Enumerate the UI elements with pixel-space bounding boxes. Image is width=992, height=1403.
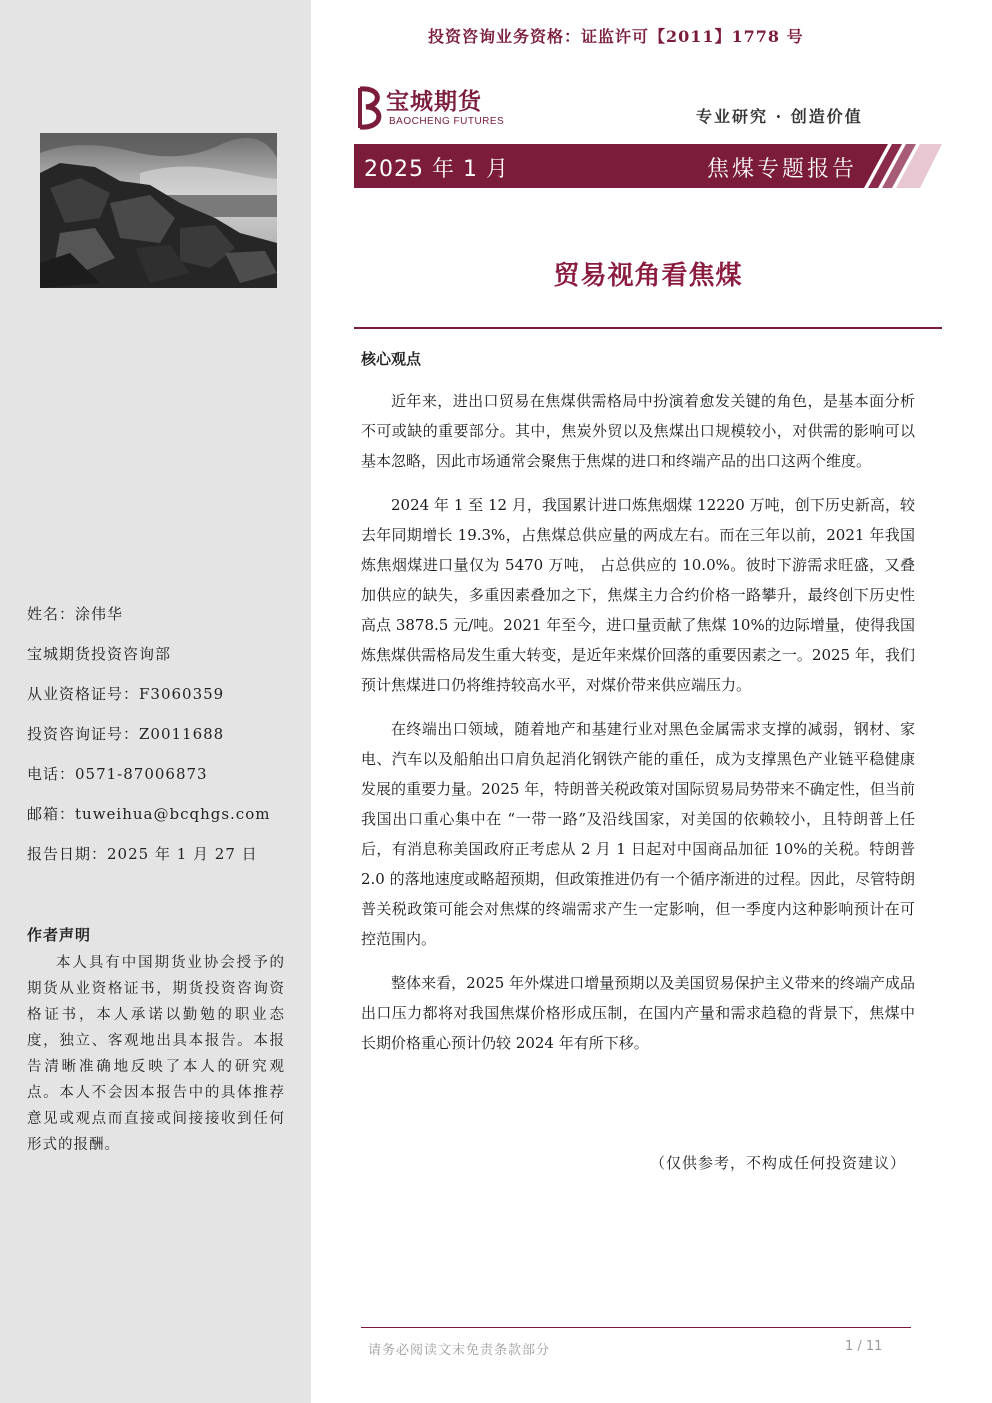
statement-title: 作者声明: [27, 926, 92, 944]
author-phone: 电话：0571-87006873: [27, 765, 208, 783]
author-email: 邮箱：tuweihua@bcqhgs.com: [27, 805, 271, 823]
footer-note: 请务必阅读文末免责条款部分: [368, 1343, 551, 1358]
paragraph: 近年来，进出口贸易在焦煤供需格局中扮演着愈发关键的角色，是基本面分析不可或缺的重要部分。其中，焦炭外贸以及焦煤出口规模较小，对供需的影响可以基本忽略，因此市场通常会聚焦于焦煤的进口和终端产品的出口这两个维度。: [361, 392, 915, 470]
company-logo: [356, 85, 536, 133]
slogan: 专业研究 · 创造价值: [696, 107, 863, 126]
report-title: 贸易视角看焦煤: [553, 261, 743, 291]
author-dept: 宝城期货投资咨询部: [27, 645, 172, 663]
sidebar: [0, 0, 311, 1403]
logo-mark-icon: [356, 85, 386, 131]
author-consult-cert: 投资咨询证号：Z0011688: [27, 725, 225, 743]
paragraph: 在终端出口领域，随着地产和基建行业对黑色金属需求支撑的减弱，钢材、家电、汽车以及船舶出口肩负起消化钢铁产能的重任，成为支撑黑色产业链平稳健康发展的重要力量。2025 年，特朗普关税政策对国际贸易局势带来不确定性，但当前我国出口重心集中在 “一带一路”及沿线国家，对美国的依赖较小，且特朗普上任后，有消息称美国政府正考虑从 2 月 1 日起对中国商品加征 10%的关税。特朗普 2.0 的落地速度或略超预期，但政策推进仍有一个循序渐进的过程。因此，尽管特朗普关税政策可能会对焦煤的终端需求产生一定影响，但一季度内这种影响预计在可控范围内。: [361, 720, 915, 948]
author-info: [27, 603, 297, 883]
section-title: 核心观点: [361, 350, 422, 368]
statement-body: 本人具有中国期货业协会授予的期货从业资格证书，期货投资咨询资格证书，本人承诺以勤勉的职业态度，独立、客观地出具本报告。本报告清晰准确地反映了本人的研究观点。本人不会因本报告中的具体推荐意见或观点而直接或间接接收到任何形式的报酬。: [27, 955, 285, 1153]
report-body: [361, 386, 915, 1072]
footer-divider: [361, 1327, 911, 1328]
page-number: 1 / 11: [845, 1339, 883, 1354]
banner-report-type: 焦煤专题报告: [707, 157, 858, 182]
license-line: 投资咨询业务资格：证监许可【2011】1778 号: [428, 27, 804, 46]
logo-text-cn: 宝城期货: [386, 89, 482, 115]
logo-text-en: BAOCHENG FUTURES: [389, 116, 505, 127]
coal-photo: [40, 133, 277, 288]
paragraph: 整体来看，2025 年外煤进口增量预期以及美国贸易保护主义带来的终端产成品出口压力都将对我国焦煤价格形成压制，在国内产量和需求趋稳的背景下，焦煤中长期价格重心预计仍较 2024 年有所下移。: [361, 974, 915, 1052]
author-name: 姓名：涂伟华: [27, 605, 124, 623]
report-date: 报告日期：2025 年 1 月 27 日: [27, 845, 258, 863]
disclaimer: （仅供参考，不构成任何投资建议）: [649, 1154, 906, 1172]
banner-date: 2025 年 1 月: [364, 157, 509, 182]
author-qualification: 从业资格证号：F3060359: [27, 685, 225, 703]
paragraph: 2024 年 1 至 12 月，我国累计进口炼焦烟煤 12220 万吨，创下历史新高，较去年同期增长 19.3%，占焦煤总供应量的两成左右。而在三年以前，2021 年我国炼焦烟煤进口量仅为 5470 万吨， 占总供应的 10.0%。彼时下游需求旺盛，又叠加供应的缺失，多重因素叠加之下，焦煤主力合约价格一路攀升，最终创下历史性高点 3878.5 元/吨。2021 年至今，进口量贡献了焦煤 10%的边际增量，使得我国炼焦煤供需格局发生重大转变，是近年来煤价回落的重要因素之一。2025 年，我们预计焦煤进口仍将维持较高水平，对煤价带来供应端压力。: [361, 496, 915, 694]
title-divider: [354, 327, 942, 329]
